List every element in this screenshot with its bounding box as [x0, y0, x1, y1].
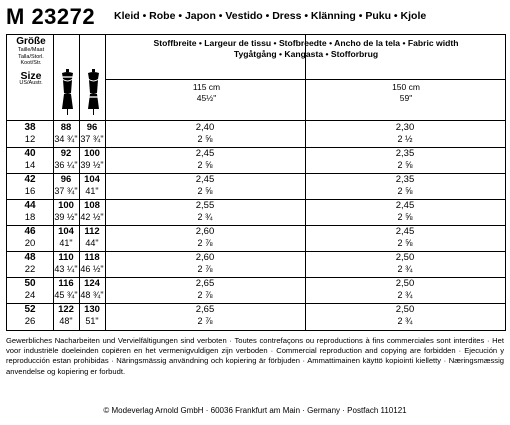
hip-in: 37 ¾" [80, 133, 104, 144]
bust-in: 48" [59, 315, 73, 326]
fabric-115-yards: 2 ⅞ [197, 237, 213, 248]
fabric-150-meters: 2,45 [395, 200, 415, 211]
fabric-115-meters: 2,60 [195, 226, 215, 237]
size-eu: 40 [24, 148, 36, 159]
size-eu: 52 [24, 304, 36, 315]
hip-in: 42 ½" [80, 211, 104, 222]
groesse-label: Größe [16, 36, 46, 47]
fabric-115-yards: 2 ⅞ [197, 315, 213, 326]
width-115-cm: 115 cm [192, 82, 221, 92]
bust-measurement-figure-icon [60, 69, 75, 115]
bust-in: 34 ¾" [54, 133, 78, 144]
width-150-in: 59" [399, 93, 413, 103]
us-label: US/Austr. [19, 80, 43, 86]
fabric-115-yards: 2 ⅞ [197, 263, 213, 274]
fabric-header-line1: Stoffbreite • Largeur de tissu • Stofbreedte • Ancho de la tela • Fabric width [153, 38, 459, 48]
fabric-115-meters: 2,60 [195, 252, 215, 263]
size-us: 16 [24, 185, 36, 197]
bust-cm: 92 [60, 148, 72, 159]
size-eu: 44 [24, 200, 36, 211]
size-us: 18 [24, 211, 36, 223]
hip-cm: 130 [84, 304, 100, 315]
header-divider [7, 120, 505, 121]
fabric-150-meters: 2,35 [395, 174, 415, 185]
size-eu: 42 [24, 174, 36, 185]
size-eu: 50 [24, 278, 36, 289]
size-label-en: Size [20, 69, 42, 82]
bust-in: 39 ½" [54, 211, 78, 222]
size-label-de: Taille/Maat [17, 47, 45, 53]
size-eu: 38 [24, 122, 36, 133]
fabric-150-yards: 2 ⅝ [397, 211, 413, 222]
hip-cm: 104 [84, 174, 100, 185]
fabric-150-meters: 2,35 [395, 148, 415, 159]
size-eu: 48 [24, 252, 36, 263]
width-150-header [307, 82, 505, 104]
fabric-115-meters: 2,65 [195, 278, 215, 289]
bust-cm: 122 [58, 304, 74, 315]
size-us: 20 [24, 237, 36, 249]
hip-in: 51" [85, 315, 99, 326]
fabric-150-yards: 2 ⅝ [397, 185, 413, 196]
fabric-115-yards: 2 ⅝ [197, 133, 213, 144]
fabric-150-meters: 2,50 [395, 304, 415, 315]
fabric-150-yards: 2 ⅝ [397, 159, 413, 170]
hip-cm: 108 [84, 200, 100, 211]
fabric-header-line2: Tygåtgång • Kangasta • Stofforbrug [233, 49, 379, 59]
hip-cm: 118 [84, 252, 100, 263]
fabric-150-meters: 2,45 [395, 226, 415, 237]
fabric-width-header [107, 38, 505, 60]
copyright-disclaimer: Gewerbliches Nacharbeiten und Vervielfältigungen sind verboten · Toutes contrefaçons ou reproductions à fins commerciales sont interdites · Het voor industriële doeleinden copiëren en het vermenigvuldigen zijn verboden · Commercial reproduction and copying are forbidden · Ejecución y reproducción estan prohibidas · Näringsmässig användning och kopiering är förbjuden · Ammattimainen käyttö kopiointi kielletty · Næringsmæssig anvendelse og kopiering er forbudt. [6, 336, 504, 376]
size-eu: 46 [24, 226, 36, 237]
size-fabric-table [6, 34, 506, 331]
hip-cm: 124 [84, 278, 100, 289]
fabric-150-meters: 2,50 [395, 252, 415, 263]
width-115-in: 45½" [196, 93, 217, 103]
bust-cm: 100 [58, 200, 74, 211]
size-us: 24 [24, 289, 36, 301]
fabric-150-yards: 2 ¾ [397, 289, 413, 300]
hip-cm: 100 [84, 148, 100, 159]
publisher-copyright: © Modeverlag Arnold GmbH · 60036 Frankfurt am Main · Germany · Postfach 110121 [103, 406, 407, 415]
size-label-es: Talla/Storl. [18, 53, 44, 60]
fabric-115-yards: 2 ⅝ [197, 159, 213, 170]
bust-cm: 96 [60, 174, 72, 185]
bust-cm: 88 [60, 122, 72, 133]
hip-in: 48 ¾" [80, 289, 104, 300]
fabric-115-meters: 2,65 [195, 304, 215, 315]
pattern-code: M 23272 [6, 4, 96, 29]
bust-cm: 116 [58, 278, 74, 289]
bust-in: 43 ¼" [54, 263, 78, 274]
fabric-150-meters: 2,50 [395, 278, 415, 289]
width-115-header [107, 82, 306, 104]
fabric-115-meters: 2,45 [195, 174, 215, 185]
width-150-cm: 150 cm [392, 82, 420, 92]
size-us: 12 [24, 133, 36, 145]
fabric-115-yards: 2 ⅞ [197, 289, 213, 300]
bust-in: 36 ¼" [54, 159, 78, 170]
hip-in: 41" [85, 185, 99, 196]
hip-in: 39 ½" [80, 159, 104, 170]
garment-name-languages: Kleid • Robe • Japon • Vestido • Dress • Klänning • Puku • Kjole [114, 10, 427, 22]
bust-in: 45 ¾" [54, 289, 78, 300]
hip-in: 44" [85, 237, 99, 248]
fabric-115-yards: 2 ⅝ [197, 185, 213, 196]
size-us: 26 [24, 315, 36, 327]
fabric-115-meters: 2,45 [195, 148, 215, 159]
fabric-150-yards: 2 ¾ [397, 315, 413, 326]
size-us: 22 [24, 263, 36, 275]
bust-cm: 110 [58, 252, 74, 263]
fabric-header-divider [105, 79, 505, 80]
hip-cm: 96 [86, 122, 98, 133]
fabric-150-meters: 2,30 [395, 122, 415, 133]
bust-cm: 104 [58, 226, 74, 237]
hip-measurement-figure-icon [86, 69, 101, 115]
bust-in: 37 ¾" [54, 185, 78, 196]
bust-in: 41" [59, 237, 73, 248]
hip-in: 46 ½" [80, 263, 104, 274]
size-us: 14 [24, 159, 36, 171]
fabric-150-yards: 2 ½ [397, 133, 413, 144]
fabric-150-yards: 2 ⅝ [397, 237, 413, 248]
fabric-150-yards: 2 ¾ [397, 263, 413, 274]
hip-cm: 112 [84, 226, 100, 237]
size-label-fi: Koot/Str. [20, 60, 42, 66]
fabric-115-meters: 2,55 [195, 200, 215, 211]
fabric-115-yards: 2 ¾ [197, 211, 213, 222]
size-header [9, 37, 53, 87]
fabric-115-meters: 2,40 [195, 122, 215, 133]
